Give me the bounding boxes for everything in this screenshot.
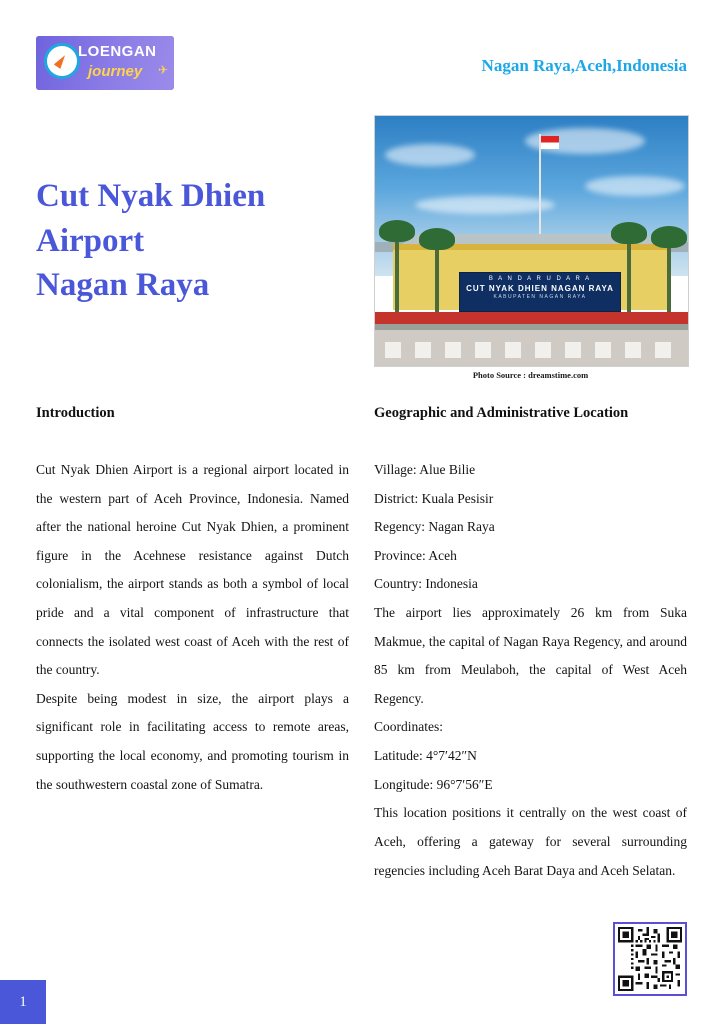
logo-text-main: LOENGAN	[78, 43, 157, 60]
airport-sign-line-3: KABUPATEN NAGAN RAYA	[493, 293, 587, 300]
compass-icon	[44, 43, 80, 79]
cloud-shape	[415, 196, 555, 214]
palm-trunk	[667, 242, 671, 312]
location-line-district: District: Kuala Pesisir	[374, 490, 494, 506]
palm-crown	[611, 222, 647, 244]
latitude-value: Latitude: 4°7′42″N	[374, 748, 477, 764]
position-paragraph: This location positions it centrally on the west coast of Aceh, offering a gateway for several surrounding regencies including Aceh Barat Daya and Aceh Selatan.	[374, 805, 687, 878]
red-band	[375, 312, 688, 324]
page-title-line-2: Airport	[36, 222, 145, 259]
location-line-village: Village: Alue Bilie	[374, 462, 476, 477]
introduction-paragraph-1: Cut Nyak Dhien Airport is a regional airport located in the western part of Aceh Province, Indonesia. Named after the national heroine Cut Nyak Dhien, a prominent figure in the Acehnese resistance against Dutch colonialism, the airport stands as both a symbol of local pride and a vital component of infrastructure that connects the isolated west coast of Aceh with the rest of the country.	[36, 462, 349, 678]
airport-photo	[374, 115, 689, 367]
introduction-paragraph-2: Despite being modest in size, the airport plays a significant role in facilitating access to remote areas, supporting the local economy, and promoting tourism in the southwestern coastal zone of Sumatra.	[36, 690, 349, 792]
right-column	[374, 405, 687, 885]
palm-trunk	[627, 238, 631, 312]
header-location: Nagan Raya,Aceh,Indonesia	[481, 56, 687, 75]
coordinates-label: Coordinates:	[374, 719, 443, 735]
location-line-country: Country: Indonesia	[374, 576, 478, 592]
qr-code[interactable]	[613, 922, 687, 996]
kerb	[375, 324, 688, 330]
palm-trunk	[395, 236, 399, 312]
brand-logo[interactable]	[36, 36, 174, 90]
photo-credit: Photo Source : dreamstime.com	[472, 370, 589, 380]
page-title-line-3: Nagan Raya	[36, 267, 210, 304]
left-column	[36, 405, 349, 799]
compass-needle-icon	[54, 53, 69, 69]
indonesia-flag-icon	[541, 136, 559, 149]
introduction-heading: Introduction	[36, 405, 115, 421]
airport-sign-line-1: B A N D A R U D A R A	[488, 276, 592, 282]
page-title-line-1: Cut Nyak Dhien	[36, 178, 266, 215]
page-title	[36, 174, 366, 308]
airport-sign-line-2: CUT NYAK DHIEN NAGAN RAYA	[466, 283, 614, 293]
geographic-heading: Geographic and Administrative Location	[374, 405, 629, 421]
page-number: 1	[0, 980, 46, 1024]
crosswalk-markings	[385, 342, 675, 358]
qr-code-image	[618, 927, 682, 991]
airplane-icon: ✈	[158, 63, 169, 77]
palm-crown	[651, 226, 687, 248]
cloud-shape	[385, 144, 475, 166]
location-line-province: Province: Aceh	[374, 547, 457, 563]
palm-crown	[419, 228, 455, 250]
distance-paragraph: The airport lies approximately 26 km from Suka Makmue, the capital of Nagan Raya Regency, and around 85 km from Meulaboh, the capital of West Aceh Regency.	[374, 605, 687, 706]
longitude-value: Longitude: 96°7′56″E	[374, 776, 493, 792]
logo-text-sub: journey	[88, 63, 143, 80]
page-header	[36, 36, 687, 92]
airport-sign	[459, 272, 621, 312]
cloud-shape	[585, 176, 685, 196]
palm-trunk	[435, 244, 439, 312]
location-line-regency: Regency: Nagan Raya	[374, 519, 495, 535]
palm-crown	[379, 220, 415, 242]
